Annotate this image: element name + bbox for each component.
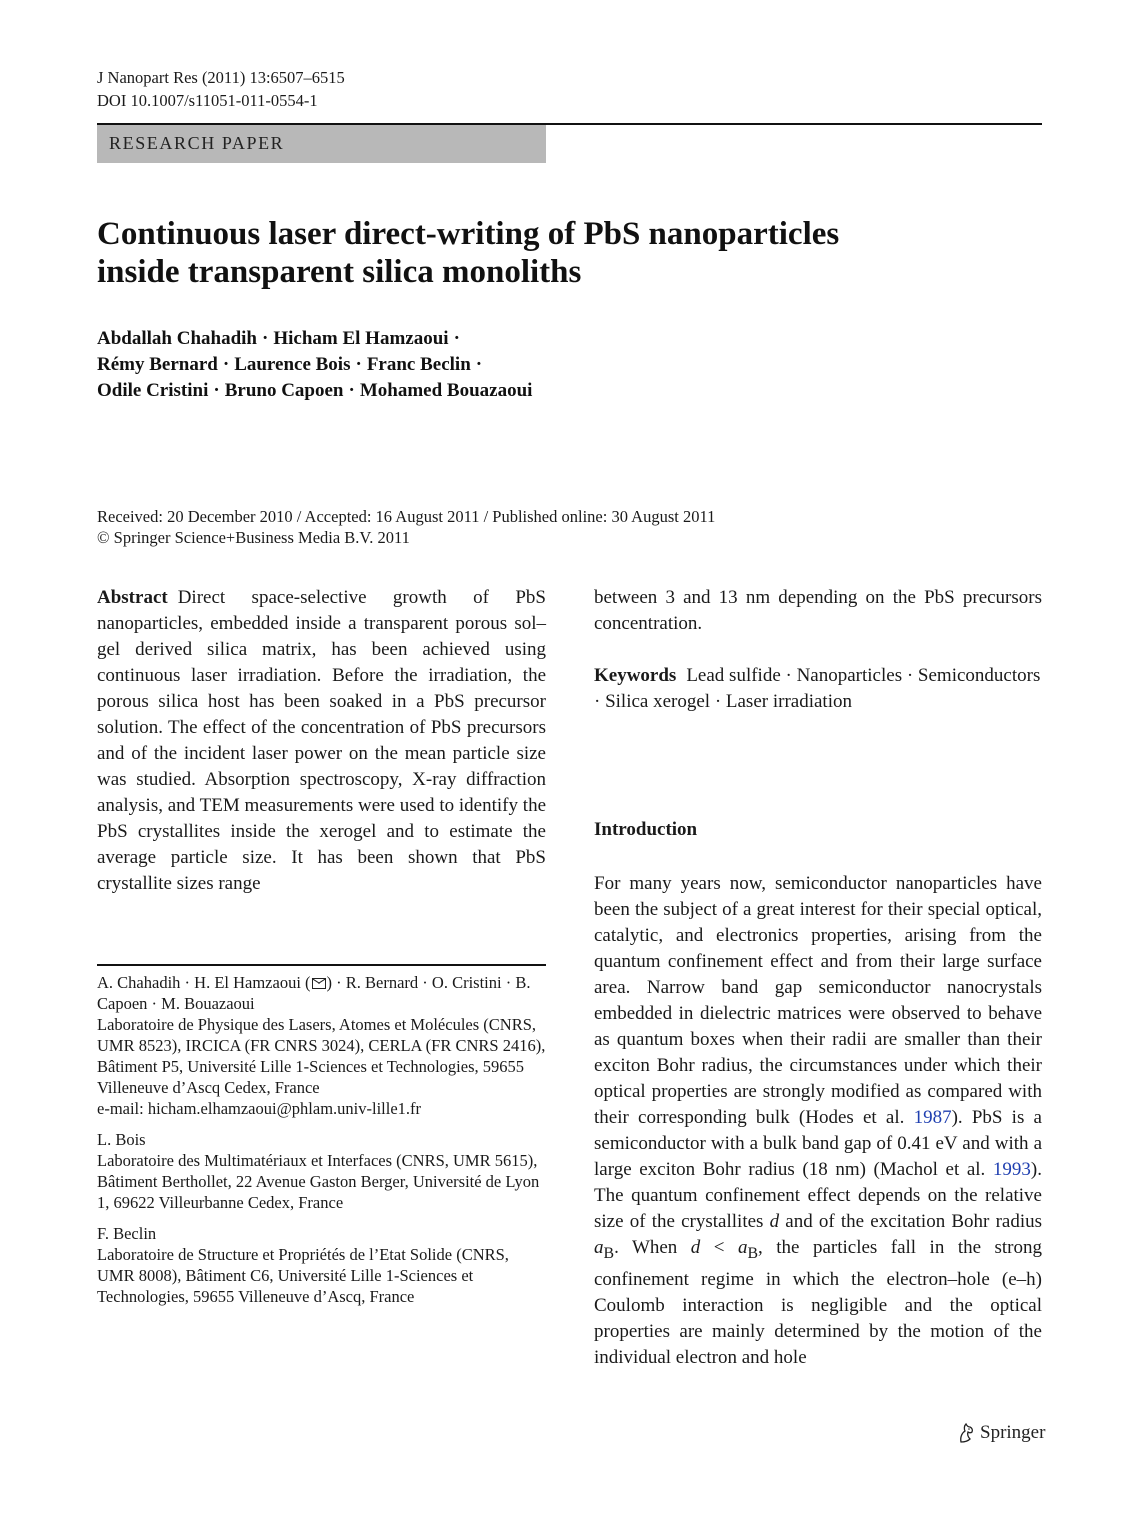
title-line-1: Continuous laser direct-writing of PbS nanoparticles — [97, 216, 840, 252]
keywords-label: Keywords — [594, 665, 677, 686]
paper-title — [97, 215, 1037, 291]
affiliation-block-3 — [97, 1223, 546, 1307]
affiliation-names-part: ) · R. Bernard · O. Cristini · B. Capoen · M. Bouazaoui — [97, 973, 531, 1013]
less-than-sign: < — [700, 1237, 738, 1258]
affiliation-names — [97, 972, 546, 1014]
author-name: Mohamed Bouazaoui — [359, 380, 533, 401]
author-name: Odile Cristini — [97, 380, 209, 401]
introduction-text — [594, 871, 1042, 1371]
abstract-continuation: between 3 and 13 nm depending on the PbS precursors concentration. — [594, 587, 1042, 634]
affiliation-block-1 — [97, 972, 546, 1119]
author-name: Franc Beclin — [366, 354, 471, 375]
envelope-icon — [312, 978, 326, 989]
abstract-label: Abstract — [97, 587, 168, 608]
affiliation-names: F. Beclin — [97, 1224, 157, 1243]
intro-text-part: , the particles fall in the strong confinement regime in which the electron–hole (e–h) Coulomb interaction is negligible and the optical properties are mainly determined by the motion of the individual electron and hole — [594, 1237, 1042, 1368]
publication-dates — [97, 506, 997, 548]
subscript-b: B — [747, 1244, 759, 1262]
affiliation-institution: Laboratoire de Structure et Propriétés de l’Etat Solide (CNRS, UMR 8008), Bâtiment C6, Université Lille 1-Sciences et Technologies, 59655 Villeneuve d’Ascq, France — [97, 1245, 509, 1306]
variable-d: d — [769, 1211, 780, 1232]
subscript-b: B — [603, 1244, 615, 1262]
history-line: Received: 20 December 2010 / Accepted: 16 August 2011 / Published online: 30 August 2011 — [97, 507, 716, 526]
affiliation-institution: Laboratoire des Multimatériaux et Interfaces (CNRS, UMR 5615), Bâtiment Berthollet, 22 Avenue Gaston Berger, Université de Lyon 1, 69622 Villeurbanne Cedex, France — [97, 1151, 540, 1212]
springer-logo — [956, 1422, 1045, 1444]
intro-text-part: For many years now, semiconductor nanoparticles have been the subject of a great interest for their special optical, catalytic, and electronics properties, arising from the quantum confinement effect and from their large surface area. Narrow band gap semiconductor nanocrystals embedded in dielectric matrices were observed to behave as quantum boxes when their radii are smaller than their exciton Bohr radius, the circumstances under which their optical properties are strongly modified as compared with their corresponding bulk (Hodes et al. — [594, 873, 1042, 1128]
variable-d: d — [690, 1237, 701, 1258]
intro-text-part: ). PbS is a semiconductor with a bulk band gap of 0.41 eV and with a large exciton Bohr radius (18 nm) (Machol et al. — [594, 1107, 1042, 1180]
abstract — [97, 585, 546, 897]
section-banner — [97, 125, 546, 163]
variable-a: a — [594, 1237, 604, 1258]
citation-link-1987[interactable]: 1987 — [913, 1107, 952, 1128]
keywords — [594, 663, 1042, 715]
variable-a: a — [737, 1237, 748, 1258]
affiliation-institution: Laboratoire de Physique des Lasers, Atomes et Molécules (CNRS, UMR 8523), IRCICA (FR CNRS 3024), CERLA (FR CNRS 2416), Bâtiment P5, Université Lille 1-Sciences et Technologies, 59655 Villeneuve d’Ascq Cedex, France — [97, 1015, 546, 1097]
section-label: RESEARCH PAPER — [109, 133, 285, 153]
right-column-top — [594, 585, 1042, 715]
author-line-2: Rémy Bernard · Laurence Bois · Franc Beclin · — [97, 354, 483, 375]
affiliations — [97, 972, 546, 1317]
author-name: Bruno Capoen — [224, 380, 344, 401]
intro-text-part: ). The quantum confinement effect depends on the relative size of the crystallites — [594, 1159, 1042, 1232]
copyright-line: © Springer Science+Business Media B.V. 2011 — [97, 528, 410, 547]
affiliation-email[interactable]: e-mail: hicham.elhamzaoui@phlam.univ-lille1.fr — [97, 1099, 422, 1118]
affiliation-names: L. Bois — [97, 1130, 146, 1149]
journal-citation — [97, 66, 345, 112]
intro-text-part: and of the excitation Bohr radius — [779, 1211, 1042, 1232]
introduction-heading: Introduction — [594, 819, 698, 840]
affiliation-names-part: A. Chahadih · H. El Hamzaoui ( — [97, 973, 311, 992]
affiliation-block-2 — [97, 1129, 546, 1213]
author-name: Rémy Bernard — [97, 354, 218, 375]
author-name: Laurence Bois — [234, 354, 351, 375]
footnote-rule — [97, 964, 546, 966]
author-name: Abdallah Chahadih — [97, 328, 257, 349]
journal-volume-line: J Nanopart Res (2011) 13:6507–6515 — [97, 68, 345, 87]
intro-text-part: . When — [614, 1237, 691, 1258]
doi-line: DOI 10.1007/s11051-011-0554-1 — [97, 91, 318, 110]
publisher-name: Springer — [980, 1422, 1046, 1443]
author-list — [97, 326, 797, 404]
title-line-2: inside transparent silica monoliths — [97, 254, 582, 290]
springer-horse-icon — [956, 1422, 976, 1444]
citation-link-1993[interactable]: 1993 — [992, 1159, 1031, 1180]
keywords-text: Lead sulfide · Nanoparticles · Semiconductors · Silica xerogel · Laser irradiation — [594, 665, 1041, 712]
author-name: Hicham El Hamzaoui — [273, 328, 449, 349]
abstract-text: Direct space-selective growth of PbS nanoparticles, embedded inside a transparent porous sol–gel derived silica matrix, has been achieved using continuous laser irradiation. Before the irradiation, the porous silica host has been soaked in a PbS precursor solution. The effect of the concentration of PbS precursors and of the incident laser power on the mean particle size was studied. Absorption spectroscopy, X-ray diffraction analysis, and TEM measurements were used to identify the PbS crystallites inside the xerogel and to estimate the average particle size. It has been shown that PbS crystallite sizes range — [97, 587, 546, 894]
author-line-3: Odile Cristini · Bruno Capoen · Mohamed Bouazaoui — [97, 380, 533, 401]
author-line-1: Abdallah Chahadih · Hicham El Hamzaoui · — [97, 328, 460, 349]
